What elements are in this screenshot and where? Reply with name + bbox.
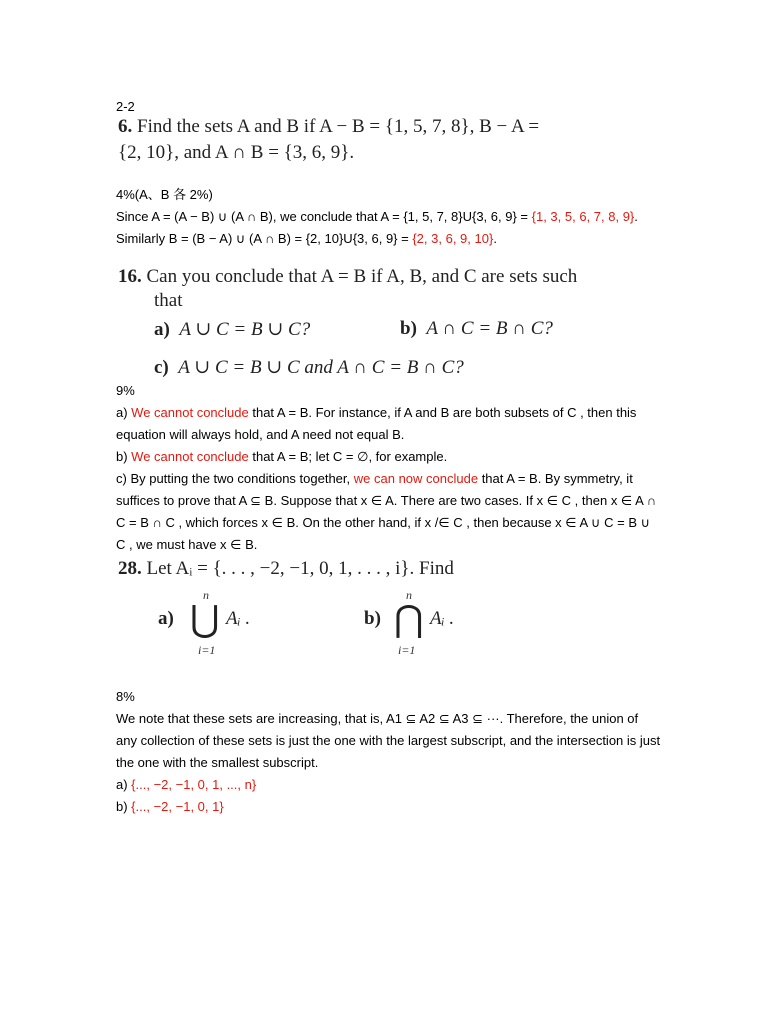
problem-16-part-b: b) A ∩ C = B ∩ C?: [400, 318, 553, 339]
union-symbol: ⋃: [190, 599, 220, 640]
problem-28-answer-a: a) {..., −2, −1, 0, 1, ..., n}: [116, 777, 257, 792]
problem-6-score: 4%(A、B 各 2%): [116, 187, 213, 202]
problem-28-explanation: We note that these sets are increasing, that is, A1 ⊆ A2 ⊆ A3 ⊆ ···. Therefore, the union of any collection of these sets is just the one with the largest subscript, and the intersection is just the one with the smallest subscript.: [116, 711, 661, 770]
problem-16-line2: that: [154, 290, 183, 311]
problem-28-line1: Let Aᵢ = {. . . , −2, −1, 0, 1, . . . , i}. Find: [146, 558, 454, 579]
problem-6-answer: Since A = (A − B) ∪ (A ∩ B), we conclude that A = {1, 5, 7, 8}U{3, 6, 9} = {1, 3, 5, 6, 7, 8, 9}. Similarly B = (B − A) ∪ (A ∩ B) = {2, 10}U{3, 6, 9} = {2, 3, 6, 9, 10}.: [116, 209, 638, 246]
intersection-symbol: ⋂: [394, 599, 424, 640]
intersection-lower-limit: i=1: [398, 643, 416, 657]
answer-a-set: {1, 3, 5, 6, 7, 8, 9}: [531, 209, 635, 224]
problem-6-line2: {2, 10}, and A ∩ B = {3, 6, 9}.: [118, 142, 355, 163]
problem-16-number: 16.: [118, 266, 142, 287]
problem-28-answer-b: b) {..., −2, −1, 0, 1}: [116, 799, 224, 814]
problem-16-answer-a: a) We cannot conclude that A = B. For instance, if A and B are both subsets of C , then this equation will always hold, and A need not equal B.: [116, 405, 637, 442]
problem-16-answer-b: b) We cannot conclude that A = B; let C = ∅, for example.: [116, 449, 448, 464]
problem-28-number: 28.: [118, 558, 142, 579]
problem-16-score: 9%: [116, 383, 135, 398]
problem-28-score: 8%: [116, 689, 135, 704]
problem-16-answer-c: c) By putting the two conditions together, we can now conclude that A = B. By symmetry, it suffices to prove that A ⊆ B. Suppose that x ∈ A. There are two cases. If x ∈ C , then x ∈ A ∩ C = B ∩ C , which forces x ∈ B. On the other hand, if x /∈ C , then because x ∈ A ∪ C = B ∪ C , we must have x ∈ B.: [116, 471, 657, 552]
problem-28-part-a-label: a): [158, 608, 174, 629]
union-operand: Aᵢ .: [226, 608, 251, 629]
intersection-operand: Aᵢ .: [430, 608, 455, 629]
problem-6-line1: Find the sets A and B if A − B = {1, 5, 7, 8}, B − A =: [137, 116, 540, 137]
union-lower-limit: i=1: [198, 643, 216, 657]
answer-b-set: {2, 3, 6, 9, 10}: [412, 231, 494, 246]
problem-16-part-c: c) A ∪ C = B ∪ C and A ∩ C = B ∩ C?: [154, 357, 464, 378]
intersection-upper-limit: n: [406, 588, 412, 602]
union-upper-limit: n: [203, 588, 209, 602]
problem-28-part-b-label: b): [364, 608, 381, 629]
section-label: 2-2: [116, 99, 135, 114]
problem-16-part-a: a) A ∪ C = B ∪ C?: [154, 319, 311, 340]
problem-16-line1: Can you conclude that A = B if A, B, and C are sets such: [146, 266, 578, 287]
problem-6-number: 6.: [118, 116, 133, 137]
